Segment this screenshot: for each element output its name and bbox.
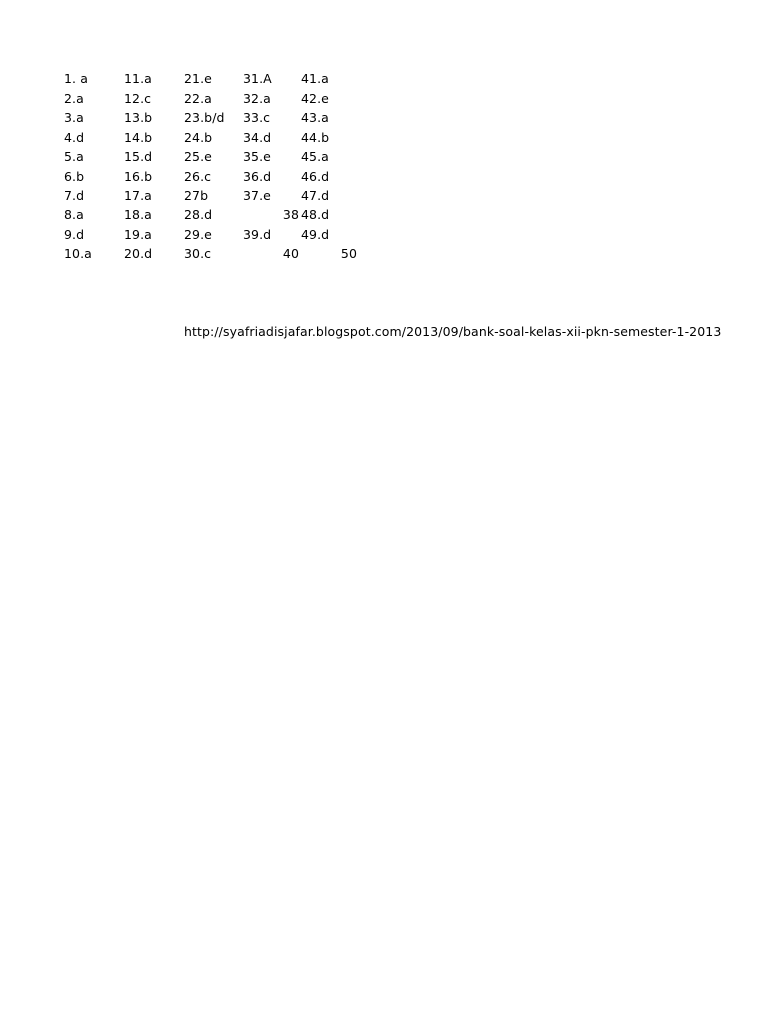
answer-30: 30.c bbox=[184, 246, 212, 261]
answer-24: 24.b bbox=[184, 130, 213, 145]
answer-18: 18.a bbox=[124, 207, 152, 222]
answer-43: 43.a bbox=[301, 110, 329, 125]
answer-26: 26.c bbox=[184, 169, 212, 184]
answer-38-number: 38 bbox=[282, 207, 299, 222]
answer-15: 15.d bbox=[124, 149, 153, 164]
answer-29: 29.e bbox=[184, 227, 212, 242]
answer-48: 48.d bbox=[301, 207, 330, 222]
answer-9: 9.d bbox=[64, 227, 85, 242]
answer-39: 39.d bbox=[243, 227, 272, 242]
answer-42: 42.e bbox=[301, 91, 329, 106]
answer-50-number: 50 bbox=[340, 246, 357, 261]
answer-20: 20.d bbox=[124, 246, 153, 261]
answer-34: 34.d bbox=[243, 130, 272, 145]
answer-16: 16.b bbox=[124, 169, 153, 184]
answer-33: 33.c bbox=[243, 110, 271, 125]
answer-36: 36.d bbox=[243, 169, 272, 184]
answer-45: 45.a bbox=[301, 149, 329, 164]
answer-23: 23.b/d bbox=[184, 110, 225, 125]
answer-11: 11.a bbox=[124, 71, 152, 86]
answer-47: 47.d bbox=[301, 188, 330, 203]
answer-13: 13.b bbox=[124, 110, 153, 125]
answer-19: 19.a bbox=[124, 227, 152, 242]
answer-32: 32.a bbox=[243, 91, 271, 106]
answer-40-number: 40 bbox=[282, 246, 299, 261]
answer-7: 7.d bbox=[64, 188, 85, 203]
answer-17: 17.a bbox=[124, 188, 152, 203]
answer-10: 10.a bbox=[64, 246, 92, 261]
answer-46: 46.d bbox=[301, 169, 330, 184]
answer-21: 21.e bbox=[184, 71, 212, 86]
answer-25: 25.e bbox=[184, 149, 212, 164]
answer-5: 5.a bbox=[64, 149, 84, 164]
answer-49: 49.d bbox=[301, 227, 330, 242]
answer-41: 41.a bbox=[301, 71, 329, 86]
answer-1: 1. a bbox=[64, 71, 88, 86]
source-url[interactable]: http://syafriadisjafar.blogspot.com/2013/09/bank-soal-kelas-xii-pkn-semester-1-2013 bbox=[184, 324, 722, 339]
answer-12: 12.c bbox=[124, 91, 152, 106]
answer-31: 31.A bbox=[243, 71, 272, 86]
answer-8: 8.a bbox=[64, 207, 84, 222]
answer-28: 28.d bbox=[184, 207, 213, 222]
answer-14: 14.b bbox=[124, 130, 153, 145]
answer-22: 22.a bbox=[184, 91, 212, 106]
answer-6: 6.b bbox=[64, 169, 85, 184]
answer-44: 44.b bbox=[301, 130, 330, 145]
answer-37: 37.e bbox=[243, 188, 271, 203]
answer-2: 2.a bbox=[64, 91, 84, 106]
answer-4: 4.d bbox=[64, 130, 85, 145]
answer-3: 3.a bbox=[64, 110, 84, 125]
answer-35: 35.e bbox=[243, 149, 271, 164]
answer-27: 27b bbox=[184, 188, 209, 203]
